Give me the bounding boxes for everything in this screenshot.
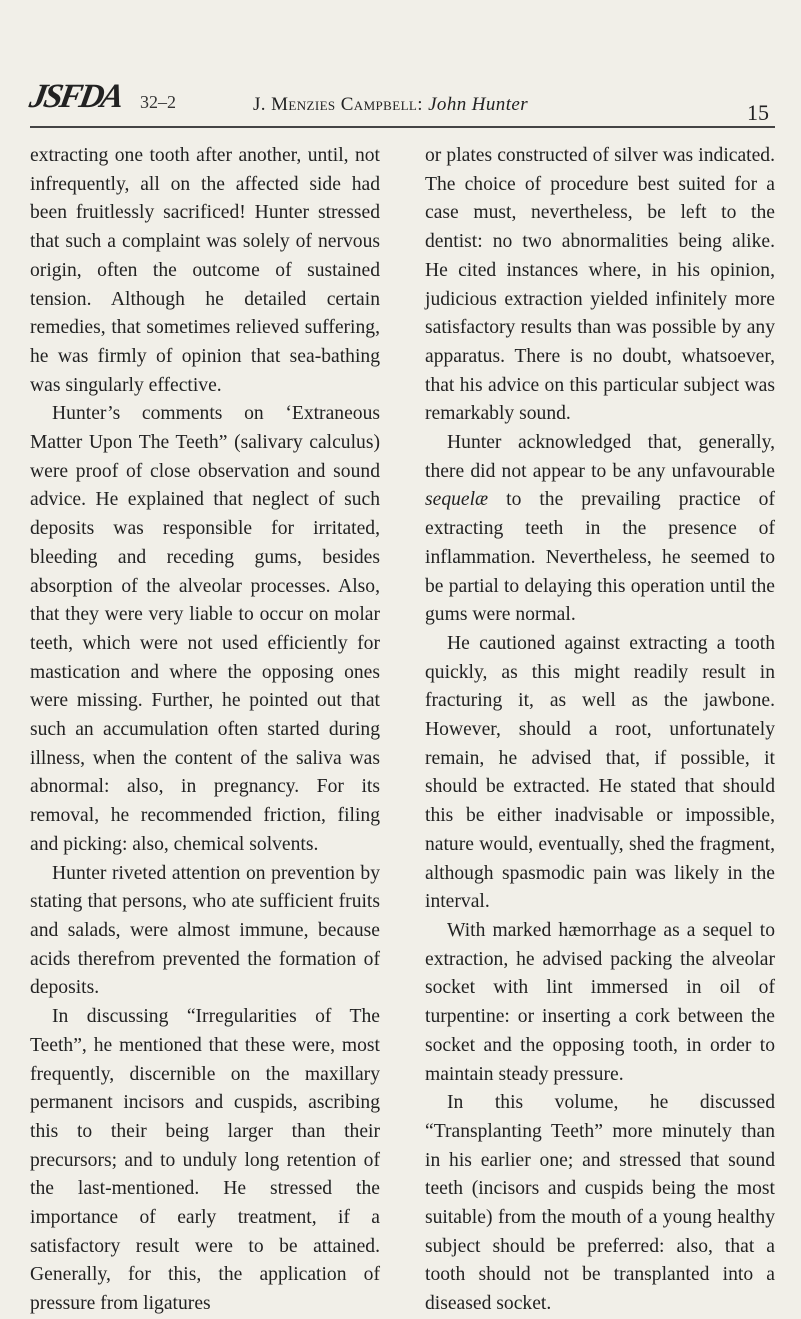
paragraph: extracting one tooth after another, until, not infrequently, all on the affected side had been fruitlessly sacrificed! Hunter stressed that such a complaint was solely of nervous origin, often the outcome of sustained tension. Although he detailed certain remedies, that sometimes relieved suffering, he was firmly of opinion that sea-bathing was singularly effective. [30,145,380,396]
page-header [26,70,775,128]
text-run: to the prevailing practice of extracting teeth in the presence of inflammation. Nevertheless, he seemed to be partial to delaying this operation until the gums were normal. [425,489,776,626]
volume-number: 32–2 [140,92,176,112]
page-number: 15 [747,100,769,125]
left-column [30,142,380,1319]
right-column [425,142,775,1319]
paragraph: In discussing “Irregularities of The Teeth”, he mentioned that these were, most frequently, discernible on the maxillary permanent incisors and cuspids, ascribing this to their being larger than their precursors; and to unduly long retention of the last-mentioned. He stressed the importance of early treatment, if a satisfactory result were to be attained. Generally, for this, the application of pressure from ligatures [30,1006,380,1315]
running-head [253,94,528,116]
paragraph: With marked hæmorrhage as a sequel to extraction, he advised packing the alveolar socket with lint immersed in oil of turpentine: or inserting a cork between the socket and the opposing tooth, in order to maintain steady pressure. [425,919,775,1085]
text-run: Hunter acknowledged that, generally, there did not appear to be any unfavourable [425,432,775,482]
paragraph: or plates constructed of silver was indicated. The choice of procedure best suited for a case must, nevertheless, be left to the dentist: no two abnormalities being alike. He cited instances where, in his opinion, judicious extraction yielded infinitely more satisfactory results than was possible by any apparatus. There is no doubt, whatsoever, that his advice on this particular subject was remarkably sound. [425,145,775,425]
paragraph: Hunter’s comments on ‘Extraneous Matter Upon The Teeth” (salivary calculus) were proof of close observation and sound advice. He explained that neglect of such deposits was responsible for irritated, bleeding and receding gums, besides absorption of the alveolar processes. Also, that they were very liable to occur on molar teeth, which were not used efficiently for mastication and where the opposing ones were missing. Further, he pointed out that such an accumulation often started during illness, when the content of the saliva was abnormal: also, in pregnancy. For its removal, he recommended friction, filing and picking: also, chemical solvents. [30,403,380,855]
paragraph [425,429,775,630]
running-head-title: John Hunter [428,94,529,115]
body-columns [30,142,775,1319]
paragraph: In this volume, he discussed “Transplanting Teeth” more minutely than in his earlier one; and stressed that sound teeth (incisors and cuspids being the most suitable) from the mouth of a young healthy subject should be preferred: also, that a tooth should not be transplanted into a diseased socket. [425,1092,775,1315]
library-stamp-logo: JSFDA [26,78,125,115]
paragraph: He cautioned against extracting a tooth quickly, as this might readily result in fracturing it, as well as the jawbone. However, should a root, unfortunately remain, he advised that, if possible, it should be extracted. He stated that should this be either inadvisable or impossible, nature would, eventually, shed the fragment, although spasmodic pain was likely in the interval. [425,632,775,913]
header-rule [30,126,775,128]
running-head-author: J. Menzies Campbell: [253,94,423,115]
paragraph: Hunter riveted attention on prevention by stating that persons, who ate sufficient fruits and salads, were almost immune, because acids therefrom prevented the formation of deposits. [30,862,380,999]
italic-term: sequelæ [425,489,489,511]
